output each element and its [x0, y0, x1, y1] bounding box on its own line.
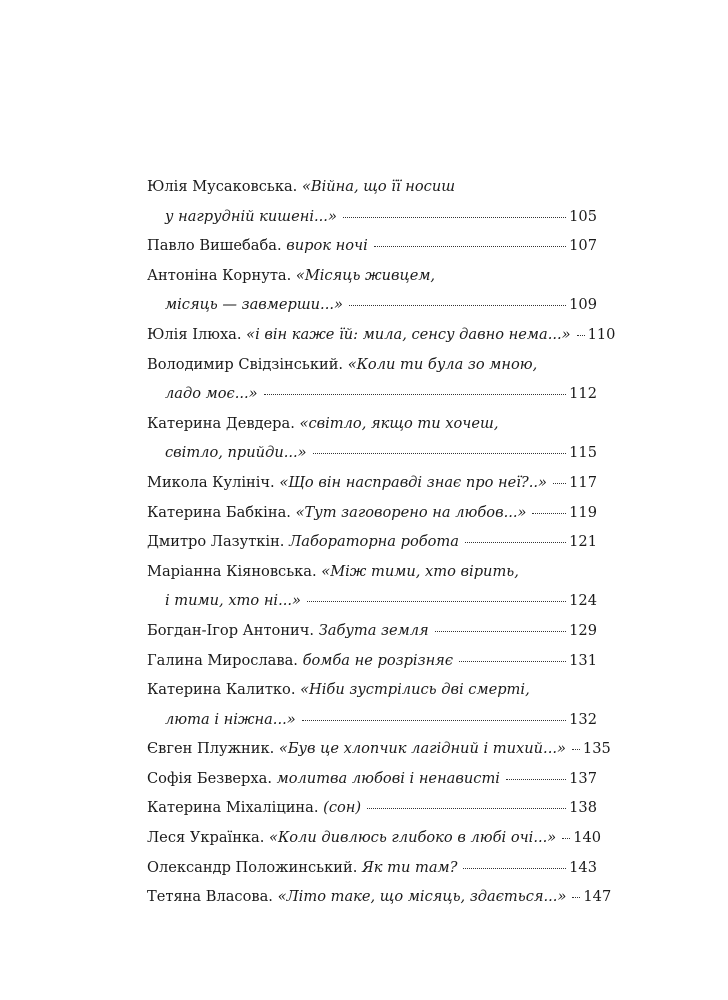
toc-title: люта і ніжна...»	[165, 710, 296, 728]
toc-line	[147, 350, 597, 380]
toc-title: «Тут заговорено на любов...»	[295, 503, 527, 521]
dot-leader	[349, 305, 566, 306]
toc-entry	[147, 350, 597, 409]
dot-leader	[506, 779, 566, 780]
toc-entry	[147, 498, 597, 528]
dot-leader	[307, 601, 566, 602]
toc-author: Микола Кулініч.	[147, 473, 275, 491]
dot-leader	[435, 631, 566, 632]
toc-line	[147, 172, 597, 202]
toc-page-number: 112	[569, 385, 597, 403]
toc-entry	[147, 734, 611, 764]
toc-title: «Ніби зустрілись дві смерті,	[300, 681, 530, 699]
toc-author: Богдан-Ігор Антонич.	[147, 621, 315, 639]
toc-page-number: 109	[569, 296, 597, 314]
toc-title: ладо моє...»	[165, 385, 258, 403]
toc-line	[147, 202, 597, 232]
toc-author: Юлія Мусаковська.	[147, 178, 298, 195]
toc-title: «Війна, що її носиш	[301, 178, 456, 195]
toc-line	[147, 764, 597, 794]
toc-author: Леся Українка.	[147, 829, 265, 847]
toc-title: «Був це хлопчик лагідний і тихий...»	[278, 740, 566, 758]
toc-title: «і він каже їй: мила, сенсу давно нема...»	[246, 325, 571, 343]
toc-entry	[147, 793, 597, 823]
toc-author: Тетяна Власова.	[147, 888, 273, 906]
toc-line	[147, 705, 597, 735]
toc-author: Катерина Калитко.	[147, 681, 296, 699]
toc-author: Катерина Девдера.	[147, 414, 295, 432]
toc-author: Володимир Свідзінський.	[147, 355, 344, 373]
toc-line	[147, 231, 597, 261]
toc-entry	[147, 675, 597, 734]
toc-line	[147, 586, 597, 616]
toc-title: «Коли дивлюсь глибоко в любі очі...»	[269, 829, 557, 847]
toc-entry	[147, 557, 597, 616]
toc-entry	[147, 764, 597, 794]
toc-title: (сон)	[323, 799, 362, 817]
toc-entry	[147, 409, 597, 468]
toc-page-number: 135	[582, 740, 611, 758]
toc-line	[147, 527, 597, 557]
toc-title: «світло, якщо ти хочеш,	[299, 414, 499, 432]
toc-entry	[147, 853, 597, 883]
toc-page-number: 140	[573, 829, 602, 847]
toc-line	[147, 675, 597, 705]
toc-entry	[147, 468, 597, 498]
dot-leader	[367, 808, 566, 809]
toc-page-number: 131	[569, 651, 597, 669]
toc-title: Забута земля	[318, 621, 429, 639]
dot-leader	[313, 453, 567, 454]
toc-author: Юлія Ілюха.	[147, 325, 242, 343]
toc-title: «Місяць живцем,	[295, 266, 436, 284]
toc-title: «Що він насправді знає про неї?..»	[279, 473, 547, 491]
toc-line	[147, 498, 597, 528]
toc-title: «Літо таке, що місяць, здається...»	[277, 888, 567, 906]
toc-line	[147, 409, 597, 439]
toc-page-number: 124	[569, 592, 597, 610]
toc-page-number: 105	[569, 207, 597, 225]
toc-author: Катерина Міхаліцина.	[147, 799, 319, 817]
toc-title: молитва любові і ненависті	[276, 769, 500, 787]
toc-line	[147, 793, 597, 823]
toc-author: Павло Вишебаба.	[147, 237, 282, 255]
toc-page-number: 121	[569, 533, 597, 551]
dot-leader	[553, 483, 566, 484]
toc-entry	[147, 882, 612, 912]
toc-page-number: 137	[569, 769, 597, 787]
toc-page-number: 129	[569, 621, 597, 639]
toc-author: Галина Мирослава.	[147, 651, 298, 669]
toc-author: Дмитро Лазуткін.	[147, 533, 285, 551]
toc-line	[147, 261, 597, 291]
dot-leader	[465, 542, 566, 543]
toc-line	[147, 823, 602, 853]
dot-leader	[374, 246, 566, 247]
toc-line	[147, 290, 597, 320]
toc-title: вирок ночі	[286, 237, 368, 255]
toc-line	[147, 616, 597, 646]
dot-leader	[463, 868, 566, 869]
toc-title: «Коли ти була зо мною,	[347, 355, 538, 373]
toc-line	[147, 379, 597, 409]
table-of-contents	[147, 172, 616, 912]
toc-page-number: 147	[583, 888, 612, 906]
toc-title: і тими, хто ні...»	[165, 592, 301, 610]
toc-page-number: 132	[569, 710, 597, 728]
toc-line	[147, 882, 612, 912]
toc-line	[147, 557, 597, 587]
toc-author: Євген Плужник.	[147, 740, 275, 758]
toc-entry	[147, 172, 597, 231]
toc-title: місяць — завмерши...»	[165, 296, 343, 314]
dot-leader	[562, 838, 570, 839]
dot-leader	[459, 661, 566, 662]
toc-page-number: 117	[569, 473, 597, 491]
toc-entry	[147, 646, 597, 676]
toc-page-number: 138	[569, 799, 597, 817]
toc-entry	[147, 527, 597, 557]
dot-leader	[577, 335, 585, 336]
toc-line	[147, 468, 597, 498]
toc-title: Як ти там?	[361, 858, 458, 876]
toc-entry	[147, 823, 602, 853]
toc-title: Лабораторна робота	[289, 533, 459, 551]
toc-line	[147, 853, 597, 883]
toc-page-number: 119	[569, 503, 597, 521]
dot-leader	[302, 720, 566, 721]
toc-entry	[147, 616, 597, 646]
toc-title: у нагрудній кишені...»	[165, 207, 337, 225]
toc-line	[147, 438, 597, 468]
toc-title: бомба не розрізняє	[302, 651, 454, 669]
toc-author: Олександр Положинський.	[147, 858, 358, 876]
toc-author: Антоніна Корнута.	[147, 266, 292, 284]
dot-leader	[343, 217, 566, 218]
toc-title: світло, прийди...»	[165, 444, 307, 462]
dot-leader	[572, 749, 580, 750]
toc-author: Софія Безверха.	[147, 769, 272, 787]
dot-leader	[532, 513, 566, 514]
toc-page-number: 143	[569, 858, 597, 876]
toc-entry	[147, 231, 597, 261]
toc-line	[147, 734, 611, 764]
toc-title: «Між тими, хто вірить,	[321, 562, 519, 580]
toc-entry	[147, 261, 597, 320]
toc-page-number: 115	[569, 444, 597, 462]
toc-author: Маріанна Кіяновська.	[147, 562, 317, 580]
toc-line	[147, 646, 597, 676]
toc-author: Катерина Бабкіна.	[147, 503, 291, 521]
toc-page-number: 110	[587, 325, 616, 343]
toc-entry	[147, 320, 616, 350]
toc-line	[147, 320, 616, 350]
toc-page-number: 107	[569, 237, 597, 255]
dot-leader	[264, 394, 567, 395]
dot-leader	[572, 897, 580, 898]
